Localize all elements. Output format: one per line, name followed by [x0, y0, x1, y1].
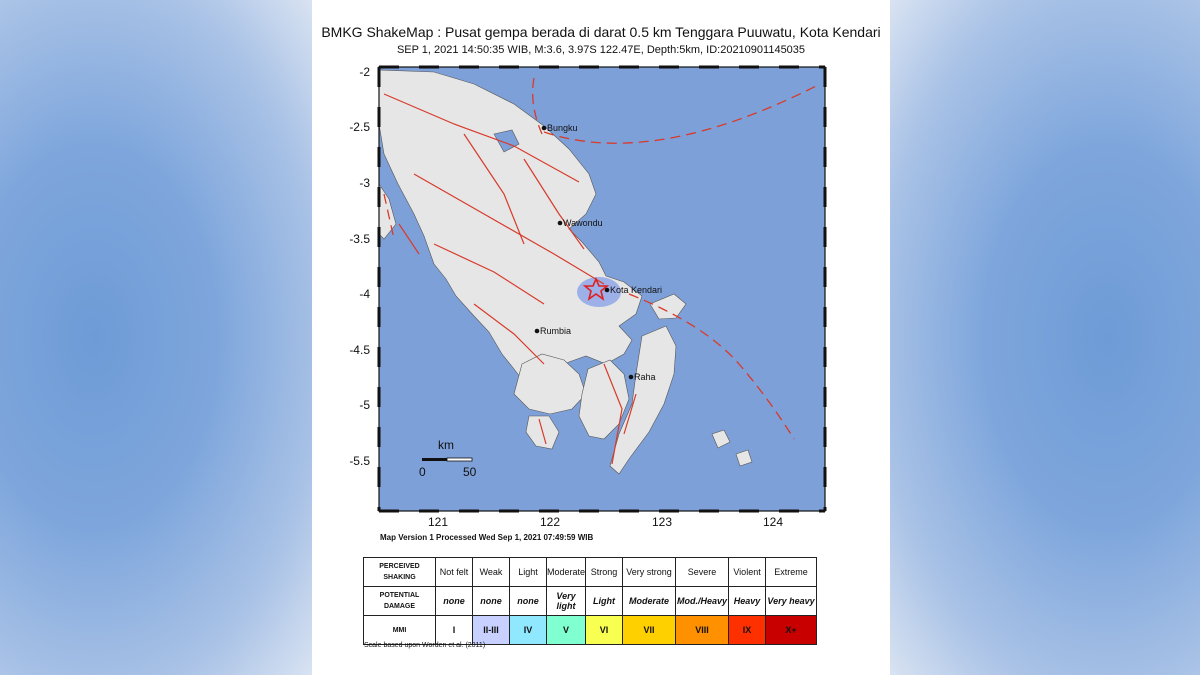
lon-tick: 121	[427, 515, 449, 529]
damage-cell: Moderate	[623, 587, 676, 616]
mmi-cell: I	[436, 616, 473, 645]
lon-tick: 124	[762, 515, 784, 529]
lon-tick: 122	[539, 515, 561, 529]
scale-title: km	[438, 438, 454, 452]
background-left	[0, 0, 312, 675]
lat-tick: -3	[359, 176, 370, 190]
shakemap-map[interactable]	[374, 64, 830, 520]
city-bungku: Bungku	[547, 123, 578, 133]
intensity-legend	[363, 557, 817, 645]
damage-cell: Light	[586, 587, 623, 616]
lon-tick: 123	[651, 515, 673, 529]
scale-max: 50	[463, 465, 477, 479]
lat-tick: -2	[359, 65, 370, 79]
mmi-cell: V	[547, 616, 586, 645]
shaking-cell: Extreme	[766, 558, 817, 587]
shaking-cell: Strong	[586, 558, 623, 587]
shaking-row-label: PERCEIVED SHAKING	[364, 558, 436, 587]
mmi-cell: II-III	[473, 616, 510, 645]
mmi-cell: VI	[586, 616, 623, 645]
city-raha: Raha	[634, 372, 656, 382]
damage-cell: Heavy	[729, 587, 766, 616]
shaking-cell: Light	[510, 558, 547, 587]
lat-tick: -4	[359, 287, 370, 301]
scale-min: 0	[419, 465, 426, 479]
lat-tick: -4.5	[349, 343, 370, 357]
shaking-cell: Weak	[473, 558, 510, 587]
mmi-cell: VII	[623, 616, 676, 645]
damage-cell: none	[473, 587, 510, 616]
lat-tick: -5.5	[349, 454, 370, 468]
damage-cell: none	[510, 587, 547, 616]
mmi-cell: IX	[729, 616, 766, 645]
map-subtitle: SEP 1, 2021 14:50:35 WIB, M:3.6, 3.97S 122.47E, Depth:5km, ID:20210901145035	[396, 44, 806, 56]
lat-tick: -3.5	[349, 232, 370, 246]
damage-cell: Mod./Heavy	[676, 587, 729, 616]
city-wawondu: Wawondu	[563, 218, 603, 228]
lat-tick: -2.5	[349, 120, 370, 134]
damage-cell: Very light	[547, 587, 586, 616]
shaking-cell: Not felt	[436, 558, 473, 587]
damage-cell: Very heavy	[766, 587, 817, 616]
mmi-cell: IV	[510, 616, 547, 645]
shaking-cell: Moderate	[547, 558, 586, 587]
map-title: BMKG ShakeMap : Pusat gempa berada di darat 0.5 km Tenggara Puuwatu, Kota Kendari	[321, 24, 881, 40]
city-kota-kendari: Kota Kendari	[610, 285, 663, 295]
background-right	[890, 0, 1200, 675]
mmi-cell: VIII	[676, 616, 729, 645]
damage-row-label: POTENTIAL DAMAGE	[364, 587, 436, 616]
mmi-row-label: MMI	[364, 616, 436, 645]
footnote: Scale based upon Worden et al. (2011)	[364, 642, 486, 649]
city-rumbia: Rumbia	[540, 326, 572, 336]
map-version: Map Version 1 Processed Wed Sep 1, 2021 07:49:59 WIB	[380, 533, 594, 542]
lat-tick: -5	[359, 398, 370, 412]
shaking-cell: Severe	[676, 558, 729, 587]
map-frame	[374, 64, 830, 525]
shaking-cell: Violent	[729, 558, 766, 587]
shaking-cell: Very strong	[623, 558, 676, 587]
damage-cell: none	[436, 587, 473, 616]
mmi-cell: X+	[766, 616, 817, 645]
